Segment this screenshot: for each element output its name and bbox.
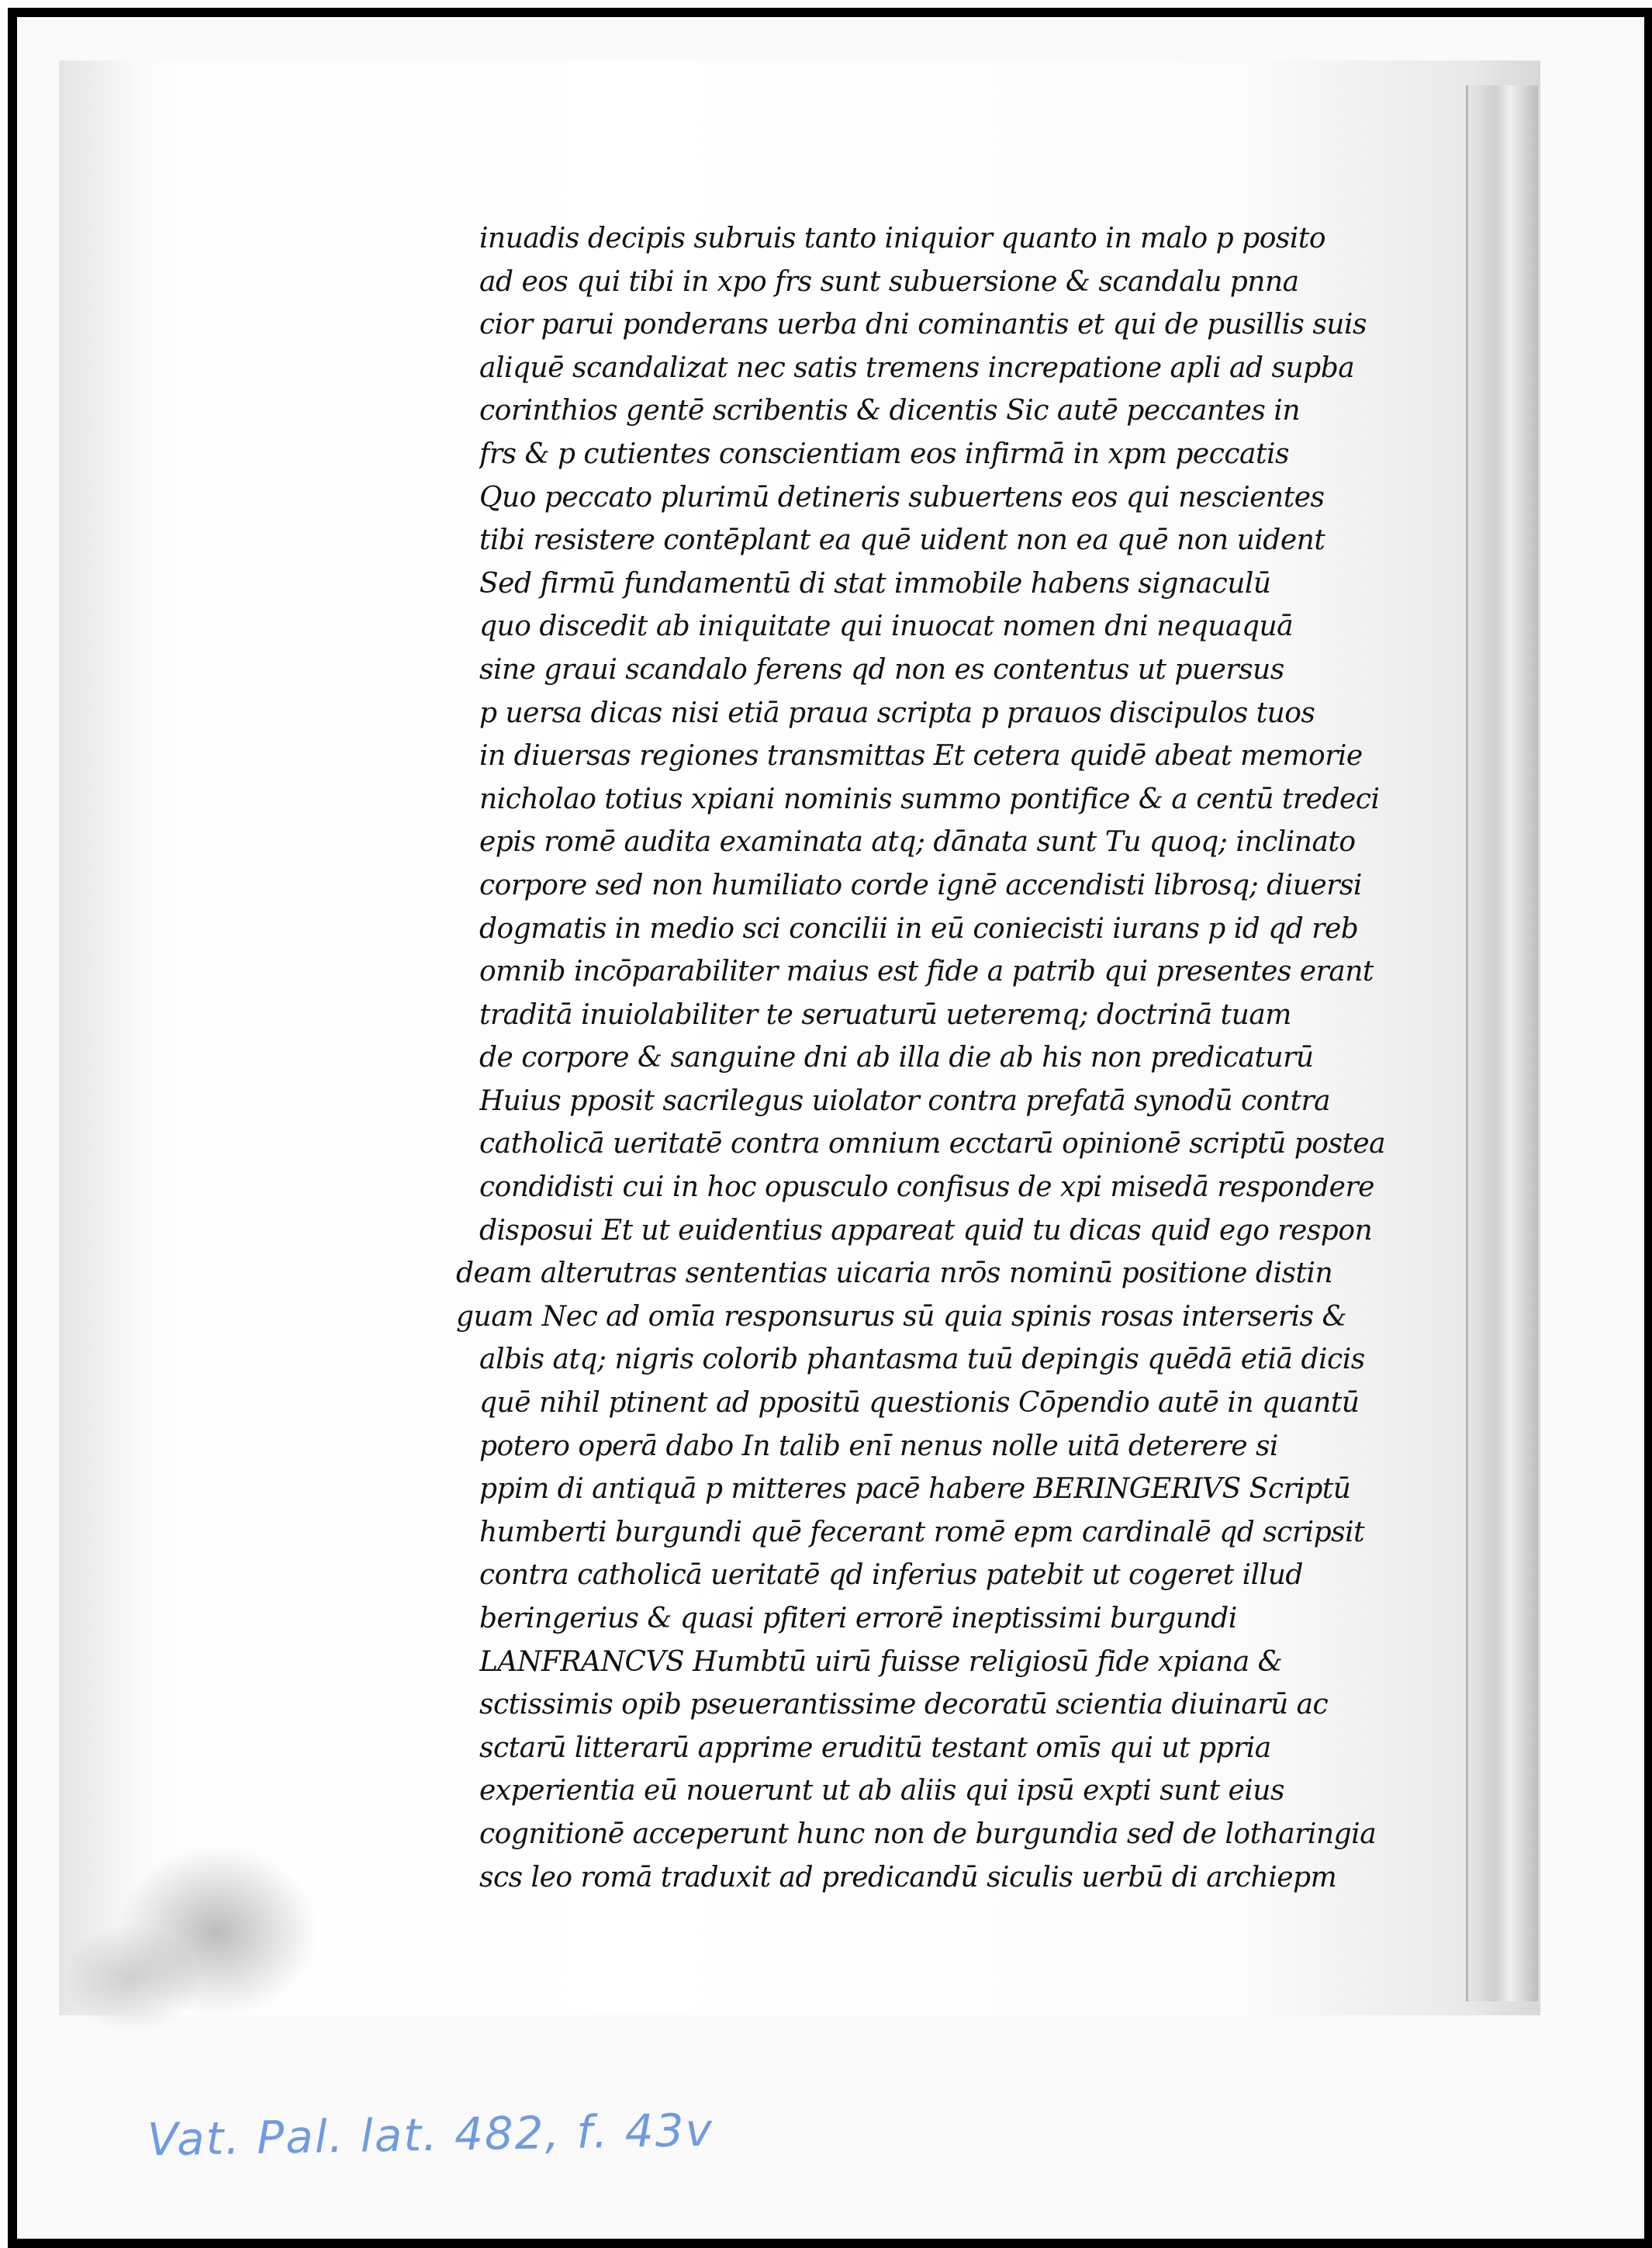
text-line: Huius pposit sacrilegus uiolator contra prefatā synodū contra bbox=[479, 1084, 1331, 1117]
text-line: aliquē scandalizat nec satis tremens increpatione apli ad supba bbox=[479, 351, 1355, 384]
text-line: humberti burgundi quē fecerant romē epm cardinalē qd scripsit bbox=[479, 1516, 1365, 1548]
text-line: p uersa dicas nisi etiā praua scripta p prauos discipulos tuos bbox=[479, 697, 1315, 729]
text-line: traditā inuiolabiliter te seruaturū ueteremq; doctrinā tuam bbox=[479, 998, 1291, 1031]
text-line: guam Nec ad omīa responsurus sū quia spinis rosas interseris & bbox=[456, 1300, 1347, 1333]
shelfmark-caption: Vat. Pal. lat. 482, f. 43v bbox=[147, 2103, 714, 2167]
text-line: tibi resistere contēplant ea quē uident non ea quē non uident bbox=[479, 524, 1325, 557]
text-line: nicholao totius xpiani nominis summo pontifice & a centū tredeci bbox=[479, 783, 1380, 815]
text-line: epis romē audita examinata atq; dānata sunt Tu quoq; inclinato bbox=[479, 826, 1356, 859]
text-line: albis atq; nigris colorib phantasma tuū depingis quēdā etiā dicis bbox=[479, 1344, 1365, 1376]
text-line: cior parui ponderans uerba dni cominantis et qui de pusillis suis bbox=[479, 309, 1367, 341]
text-line: Quo peccato plurimū detineris subuertens eos qui nescientes bbox=[479, 481, 1325, 514]
text-line: experientia eū nouerunt ut ab aliis qui ipsū expti sunt eius bbox=[479, 1775, 1284, 1807]
text-line: contra catholicā ueritatē qd inferius patebit ut cogeret illud bbox=[479, 1559, 1303, 1592]
page-shadow bbox=[59, 61, 137, 2015]
text-line: disposui Et ut euidentius appareat quid tu dicas quid ego respon bbox=[479, 1214, 1373, 1247]
text-line: catholicā ueritatē contra omnium ecctarū opinionē scriptū postea bbox=[479, 1128, 1386, 1160]
text-line: ppim di antiquā p mitteres pacē habere BERINGERIVS Scriptū bbox=[479, 1473, 1351, 1506]
text-line: corpore sed non humiliato corde ignē accendisti librosq; diuersi bbox=[479, 869, 1362, 901]
text-line: in diuersas regiones transmittas Et cetera quidē abeat memorie bbox=[479, 740, 1363, 773]
manuscript-text bbox=[456, 217, 1449, 1899]
text-line: omnib incōparabiliter maius est fide a patrib qui presentes erant bbox=[479, 956, 1374, 988]
text-line: corinthios gentē scribentis & dicentis Sic autē peccantes in bbox=[479, 395, 1300, 427]
text-line: cognitionē acceperunt hunc non de burgundia sed de lotharingia bbox=[479, 1817, 1377, 1850]
text-line: sctarū litterarū apprime eruditū testant omīs qui ut ppria bbox=[479, 1731, 1271, 1764]
binding-edge bbox=[1466, 85, 1538, 2001]
text-line: ad eos qui tibi in xpo frs sunt subuersione & scandalu pnna bbox=[479, 265, 1299, 298]
text-line: frs & p cutientes conscientiam eos infirmā in xpm peccatis bbox=[479, 437, 1289, 470]
text-line: sctissimis opib pseuerantissime decoratū scientia diuinarū ac bbox=[479, 1689, 1329, 1721]
text-line: quē nihil ptinent ad ppositū questionis Cōpendio autē in quantū bbox=[479, 1387, 1360, 1420]
text-line: Sed firmū fundamentū di stat immobile habens signaculū bbox=[479, 567, 1271, 600]
text-line: quo discedit ab iniquitate qui inuocat nomen dni nequaquā bbox=[479, 610, 1294, 643]
text-line: condidisti cui in hoc opusculo confisus de xpi misedā respondere bbox=[479, 1171, 1374, 1204]
text-line: sine graui scandalo ferens qd non es contentus ut puersus bbox=[479, 653, 1284, 686]
text-line: scs leo romā traduxit ad predicandū siculis uerbū di archiepm bbox=[479, 1861, 1337, 1894]
text-line: de corpore & sanguine dni ab illa die ab his non predicaturū bbox=[479, 1042, 1314, 1074]
text-line: LANFRANCVS Humbtū uirū fuisse religiosū fide xpiana & bbox=[479, 1645, 1283, 1678]
stain-secondary bbox=[62, 1924, 202, 2032]
text-line: inuadis decipis subruis tanto iniquior quanto in malo p posito bbox=[479, 223, 1326, 254]
text-line: dogmatis in medio sci concilii in eū coniecisti iurans p id qd reb bbox=[479, 912, 1359, 945]
text-line: deam alterutras sententias uicaria nrōs nominū positione distin bbox=[456, 1257, 1333, 1290]
text-line: beringerius & quasi pfiteri errorē ineptissimi burgundi bbox=[479, 1603, 1237, 1634]
text-line: potero operā dabo In talib enī nenus nolle uitā deterere si bbox=[479, 1430, 1278, 1462]
